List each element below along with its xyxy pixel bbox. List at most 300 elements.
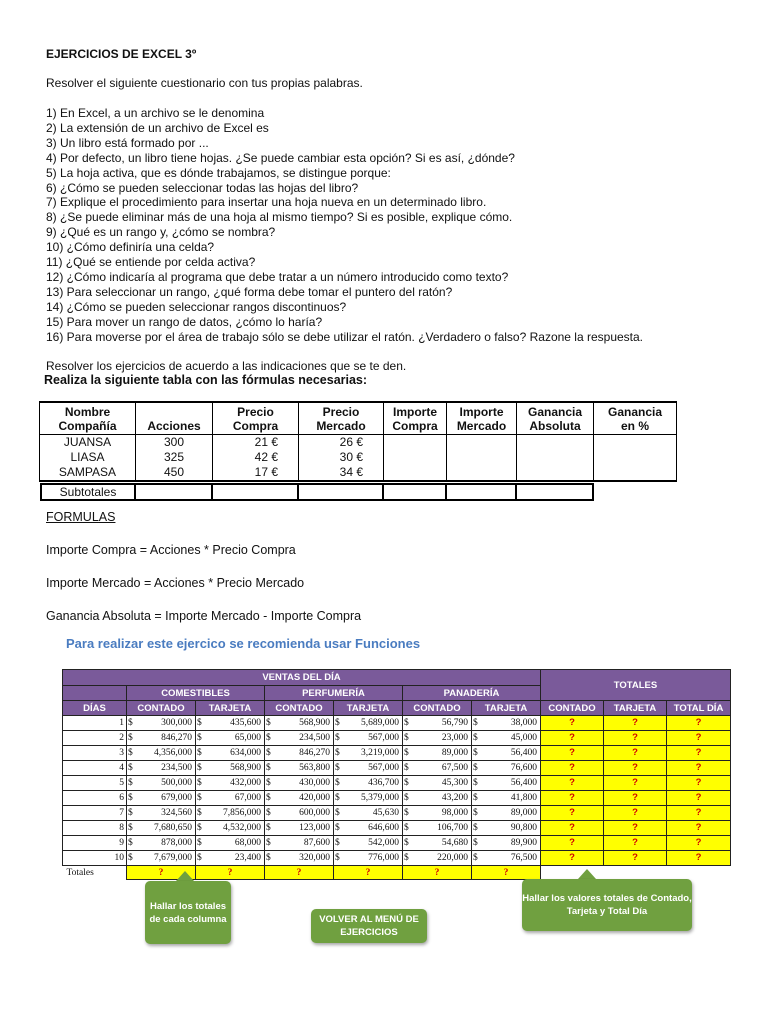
amount: 54,680 xyxy=(441,838,468,848)
sales-value-cell[interactable] xyxy=(196,716,265,731)
acciones-cell[interactable]: 325 xyxy=(136,450,213,465)
currency-symbol: $ xyxy=(404,778,409,788)
currency-symbol: $ xyxy=(266,748,271,758)
sales-value-cell[interactable] xyxy=(334,776,403,791)
currency-symbol: $ xyxy=(266,823,271,833)
sales-value-cell[interactable] xyxy=(196,851,265,866)
company-name[interactable]: LIASA xyxy=(40,450,136,465)
currency-symbol: $ xyxy=(404,763,409,773)
row-total-cell[interactable]: ? xyxy=(541,776,604,791)
precio-mercado-cell[interactable]: 30 € xyxy=(299,450,384,465)
day-number[interactable]: 4 xyxy=(63,761,127,776)
amount: 3,219,000 xyxy=(361,748,399,758)
tot-sub-header: TARJETA xyxy=(604,701,667,716)
sales-value-cell[interactable] xyxy=(265,776,334,791)
amount: 56,400 xyxy=(510,778,537,788)
header-line: Compañía xyxy=(58,418,117,433)
header-line: Precio xyxy=(322,404,360,419)
amount: 679,000 xyxy=(161,793,192,803)
question-item: 12) ¿Cómo indicaría al programa que debe tratar a un número introducido como texto? xyxy=(46,269,509,284)
subtotales-label: Subtotales xyxy=(41,484,135,500)
currency-symbol: $ xyxy=(128,808,133,818)
currency-symbol: $ xyxy=(128,718,133,728)
question-item: 5) La hoja activa, que es dónde trabajamos, se distingue porque: xyxy=(46,165,391,180)
header-line: Ganancia xyxy=(527,404,583,419)
amount: 87,600 xyxy=(303,838,330,848)
row-totals-callout: Hallar los valores totales de Contado, Tarjeta y Total Día xyxy=(522,879,692,931)
column-total-cell[interactable]: ? xyxy=(265,866,334,880)
empty-cell[interactable] xyxy=(517,450,594,465)
currency-symbol: $ xyxy=(335,838,340,848)
amount: 634,000 xyxy=(230,748,261,758)
sales-value-cell[interactable] xyxy=(196,761,265,776)
currency-symbol: $ xyxy=(266,778,271,788)
acciones-cell[interactable]: 300 xyxy=(136,435,213,451)
row-total-cell[interactable]: ? xyxy=(541,791,604,806)
currency-symbol: $ xyxy=(404,793,409,803)
sales-value-cell[interactable] xyxy=(472,806,541,821)
amount: 432,000 xyxy=(230,778,261,788)
row-total-cell[interactable]: ? xyxy=(604,731,667,746)
sales-value-cell[interactable] xyxy=(196,836,265,851)
amount: 7,680,650 xyxy=(154,823,192,833)
sales-value-cell[interactable] xyxy=(403,716,472,731)
table-row xyxy=(63,821,731,836)
question-item: 16) Para moverse por el área de trabajo sólo se debe utilizar el ratón. ¿Verdadero o falso? Razone la respuesta. xyxy=(46,329,644,344)
page-title: EJERCICIOS DE EXCEL 3º xyxy=(46,47,197,61)
row-total-cell[interactable]: ? xyxy=(667,746,731,761)
empty-cell xyxy=(667,866,731,880)
currency-symbol: $ xyxy=(335,733,340,743)
currency-symbol: $ xyxy=(404,808,409,818)
day-number[interactable]: 7 xyxy=(63,806,127,821)
empty-cell[interactable] xyxy=(594,465,677,481)
amount: 76,500 xyxy=(510,853,537,863)
sales-value-cell[interactable] xyxy=(403,821,472,836)
row-total-cell[interactable]: ? xyxy=(667,716,731,731)
row-total-cell[interactable]: ? xyxy=(541,716,604,731)
currency-symbol: $ xyxy=(197,718,202,728)
currency-symbol: $ xyxy=(473,838,478,848)
amount: 420,000 xyxy=(299,793,330,803)
amount: 300,000 xyxy=(161,718,192,728)
amount: 500,000 xyxy=(161,778,192,788)
row-total-cell[interactable]: ? xyxy=(667,851,731,866)
amount: 542,000 xyxy=(368,838,399,848)
amount: 430,000 xyxy=(299,778,330,788)
currency-symbol: $ xyxy=(473,793,478,803)
column-total-cell[interactable]: ? xyxy=(196,866,265,880)
amount: 123,000 xyxy=(299,823,330,833)
currency-symbol: $ xyxy=(266,838,271,848)
sales-value-cell[interactable] xyxy=(196,776,265,791)
formula-ganancia-absoluta: Ganancia Absoluta = Importe Mercado - Importe Compra xyxy=(46,609,362,623)
currency-symbol: $ xyxy=(266,733,271,743)
sales-value-cell[interactable] xyxy=(127,761,196,776)
table-row xyxy=(40,450,677,465)
tot-sub-header: CONTADO xyxy=(541,701,604,716)
amount: 68,000 xyxy=(234,838,261,848)
row-total-cell[interactable]: ? xyxy=(667,761,731,776)
currency-symbol: $ xyxy=(473,823,478,833)
col-totals-callout: Hallar los totales de cada columna xyxy=(145,881,231,944)
sales-value-cell[interactable] xyxy=(472,836,541,851)
sales-value-cell[interactable] xyxy=(403,851,472,866)
header-line: Compra xyxy=(232,418,279,433)
sub-header: TARJETA xyxy=(472,701,541,716)
sales-body xyxy=(63,716,731,866)
subtotal-cell[interactable] xyxy=(298,484,383,500)
currency-symbol: $ xyxy=(128,853,133,863)
question-item: 10) ¿Cómo definiría una celda? xyxy=(46,240,215,255)
subtotal-cell[interactable] xyxy=(383,484,446,500)
currency-symbol: $ xyxy=(128,748,133,758)
sales-value-cell[interactable] xyxy=(127,731,196,746)
header-ganancia-absoluta xyxy=(517,402,594,435)
amount: 563,800 xyxy=(299,763,330,773)
sales-value-cell[interactable] xyxy=(265,746,334,761)
day-number[interactable]: 9 xyxy=(63,836,127,851)
sales-value-cell[interactable] xyxy=(127,746,196,761)
group-panaderia: PANADERÍA xyxy=(403,686,541,701)
currency-symbol: $ xyxy=(266,793,271,803)
empty-header xyxy=(63,686,127,701)
precio-compra-cell[interactable]: 42 € xyxy=(213,450,299,465)
sales-value-cell[interactable] xyxy=(334,836,403,851)
sales-value-cell[interactable] xyxy=(472,731,541,746)
currency-symbol: $ xyxy=(128,763,133,773)
company-name[interactable]: JUANSA xyxy=(40,435,136,451)
row-total-cell[interactable]: ? xyxy=(604,836,667,851)
row-total-cell[interactable]: ? xyxy=(541,836,604,851)
sales-value-cell[interactable] xyxy=(196,731,265,746)
sales-value-cell[interactable] xyxy=(196,791,265,806)
sales-value-cell[interactable] xyxy=(472,851,541,866)
sales-value-cell[interactable] xyxy=(334,761,403,776)
question-item: 1) En Excel, a un archivo se le denomina xyxy=(46,106,265,120)
column-total-cell[interactable]: ? xyxy=(403,866,472,880)
currency-symbol: $ xyxy=(404,838,409,848)
subtotal-cell[interactable] xyxy=(212,484,298,500)
table-row xyxy=(40,465,677,481)
header-precio-compra xyxy=(213,402,299,435)
sales-value-cell[interactable] xyxy=(334,746,403,761)
subtotal-cell[interactable] xyxy=(516,484,593,500)
amount: 89,000 xyxy=(441,748,468,758)
precio-mercado-cell[interactable]: 26 € xyxy=(299,435,384,451)
amount: 41,800 xyxy=(510,793,537,803)
column-total-cell[interactable]: ? xyxy=(472,866,541,880)
amount: 7,856,000 xyxy=(223,808,261,818)
sales-value-cell[interactable] xyxy=(127,821,196,836)
amount: 600,000 xyxy=(299,808,330,818)
header-line: en % xyxy=(620,418,649,433)
subtotal-cell[interactable] xyxy=(135,484,212,500)
row-total-cell[interactable]: ? xyxy=(604,761,667,776)
empty-cell[interactable] xyxy=(384,465,447,481)
header-importe-compra xyxy=(384,402,447,435)
sales-value-cell[interactable] xyxy=(334,806,403,821)
sales-value-cell[interactable] xyxy=(472,821,541,836)
sales-value-cell[interactable] xyxy=(127,716,196,731)
empty-cell[interactable] xyxy=(517,465,594,481)
amount: 776,000 xyxy=(368,853,399,863)
empty-cell[interactable] xyxy=(447,450,517,465)
currency-symbol: $ xyxy=(404,733,409,743)
sales-value-cell[interactable] xyxy=(472,716,541,731)
amount: 220,000 xyxy=(437,853,468,863)
row-total-cell[interactable]: ? xyxy=(604,776,667,791)
sales-value-cell[interactable] xyxy=(334,716,403,731)
amount: 567,000 xyxy=(368,763,399,773)
sales-value-cell[interactable] xyxy=(472,746,541,761)
header-line: Precio xyxy=(237,404,274,419)
column-total-cell[interactable]: ? xyxy=(127,866,196,880)
functions-note: Para realizar este ejercico se recomienda usar Funciones xyxy=(66,636,421,651)
header-line: Importe xyxy=(459,404,504,419)
currency-symbol: $ xyxy=(473,853,478,863)
amount: 56,400 xyxy=(510,748,537,758)
amount: 7,679,000 xyxy=(154,853,192,863)
header-line: Nombre xyxy=(64,404,111,419)
acciones-cell[interactable]: 450 xyxy=(136,465,213,481)
sales-value-cell[interactable] xyxy=(265,806,334,821)
empty-cell[interactable] xyxy=(594,435,677,451)
question-item: 9) ¿Qué es un rango y, ¿cómo se nombra? xyxy=(46,225,276,240)
currency-symbol: $ xyxy=(473,808,478,818)
sales-value-cell[interactable] xyxy=(265,851,334,866)
currency-symbol: $ xyxy=(128,838,133,848)
empty-cell[interactable] xyxy=(517,435,594,451)
row-total-cell[interactable]: ? xyxy=(541,761,604,776)
sales-title-row xyxy=(63,670,731,686)
sales-value-cell[interactable] xyxy=(472,761,541,776)
amount: 65,000 xyxy=(234,733,261,743)
currency-symbol: $ xyxy=(335,763,340,773)
row-total-cell[interactable]: ? xyxy=(541,851,604,866)
header-ganancia-pct xyxy=(594,402,677,435)
row-total-cell[interactable]: ? xyxy=(604,791,667,806)
table-row xyxy=(63,746,731,761)
day-number[interactable]: 5 xyxy=(63,776,127,791)
sub-header: CONTADO xyxy=(403,701,472,716)
empty-cell[interactable] xyxy=(447,435,517,451)
sales-value-cell[interactable] xyxy=(403,731,472,746)
row-total-cell[interactable]: ? xyxy=(667,806,731,821)
empty-cell[interactable] xyxy=(447,465,517,481)
column-total-cell[interactable]: ? xyxy=(334,866,403,880)
precio-mercado-cell[interactable]: 34 € xyxy=(299,465,384,481)
amount: 568,900 xyxy=(299,718,330,728)
table-instruction: Realiza la siguiente tabla con las fórmulas necesarias: xyxy=(44,373,368,387)
row-total-cell[interactable]: ? xyxy=(604,806,667,821)
currency-symbol: $ xyxy=(128,793,133,803)
question-item: 11) ¿Qué se entiende por celda activa? xyxy=(46,255,256,270)
row-total-cell[interactable]: ? xyxy=(667,731,731,746)
day-number[interactable]: 8 xyxy=(63,821,127,836)
amount: 23,000 xyxy=(441,733,468,743)
amount: 67,500 xyxy=(441,763,468,773)
row-total-cell[interactable]: ? xyxy=(541,806,604,821)
group-perfumeria: PERFUMERÍA xyxy=(265,686,403,701)
sales-value-cell[interactable] xyxy=(472,776,541,791)
currency-symbol: $ xyxy=(197,748,202,758)
day-number[interactable]: 2 xyxy=(63,731,127,746)
amount: 567,000 xyxy=(368,733,399,743)
currency-symbol: $ xyxy=(128,733,133,743)
dias-header: DÍAS xyxy=(63,701,127,716)
amount: 106,700 xyxy=(437,823,468,833)
sales-value-cell[interactable] xyxy=(127,776,196,791)
sales-value-cell[interactable] xyxy=(403,776,472,791)
currency-symbol: $ xyxy=(473,718,478,728)
sales-value-cell[interactable] xyxy=(127,791,196,806)
sales-value-cell[interactable] xyxy=(196,746,265,761)
empty-cell xyxy=(604,866,667,880)
sales-value-cell[interactable] xyxy=(127,806,196,821)
totales-row xyxy=(63,866,731,880)
empty-cell[interactable] xyxy=(384,435,447,451)
amount: 234,500 xyxy=(161,763,192,773)
table-row xyxy=(63,836,731,851)
amount: 234,500 xyxy=(299,733,330,743)
row-total-cell[interactable]: ? xyxy=(604,821,667,836)
sales-value-cell[interactable] xyxy=(127,851,196,866)
row-total-cell[interactable]: ? xyxy=(604,851,667,866)
currency-symbol: $ xyxy=(473,763,478,773)
header-acciones xyxy=(136,402,213,435)
header-line: Absoluta xyxy=(529,418,581,433)
amount: 76,600 xyxy=(510,763,537,773)
header-line: Acciones xyxy=(147,418,201,433)
sub-header: TARJETA xyxy=(196,701,265,716)
amount: 5,379,000 xyxy=(361,793,399,803)
sales-value-cell[interactable] xyxy=(265,836,334,851)
company-name[interactable]: SAMPASA xyxy=(40,465,136,481)
currency-symbol: $ xyxy=(404,748,409,758)
amount: 38,000 xyxy=(510,718,537,728)
header-line: Mercado xyxy=(316,418,366,433)
currency-symbol: $ xyxy=(473,748,478,758)
sales-value-cell[interactable] xyxy=(334,851,403,866)
tot-sub-header: TOTAL DÍA xyxy=(667,701,731,716)
sales-value-cell[interactable] xyxy=(334,821,403,836)
row-total-cell[interactable]: ? xyxy=(541,746,604,761)
totales-label: Totales xyxy=(66,867,94,878)
amount: 23,400 xyxy=(234,853,261,863)
formula-importe-compra: Importe Compra = Acciones * Precio Compra xyxy=(46,543,296,557)
day-number[interactable]: 3 xyxy=(63,746,127,761)
formulas-heading: FORMULAS xyxy=(46,510,116,524)
sub-header: CONTADO xyxy=(265,701,334,716)
currency-symbol: $ xyxy=(473,733,478,743)
intro-text: Resolver el siguiente cuestionario con tus propias palabras. xyxy=(46,76,363,90)
row-total-cell[interactable]: ? xyxy=(667,791,731,806)
row-total-cell[interactable]: ? xyxy=(604,746,667,761)
sales-value-cell[interactable] xyxy=(403,746,472,761)
stock-table xyxy=(39,401,677,482)
resolve-instruction: Resolver los ejercicios de acuerdo a las indicaciones que se te den. xyxy=(46,359,407,373)
sales-value-cell[interactable] xyxy=(127,836,196,851)
row-total-cell[interactable]: ? xyxy=(667,776,731,791)
amount: 43,200 xyxy=(441,793,468,803)
sales-value-cell[interactable] xyxy=(403,836,472,851)
currency-symbol: $ xyxy=(335,808,340,818)
sales-value-cell[interactable] xyxy=(403,791,472,806)
amount: 67,000 xyxy=(234,793,261,803)
amount: 56,790 xyxy=(441,718,468,728)
currency-symbol: $ xyxy=(335,853,340,863)
sales-value-cell[interactable] xyxy=(196,821,265,836)
sub-header: TARJETA xyxy=(334,701,403,716)
amount: 89,000 xyxy=(510,808,537,818)
amount: 435,600 xyxy=(230,718,261,728)
row-total-cell[interactable]: ? xyxy=(541,821,604,836)
amount: 436,700 xyxy=(368,778,399,788)
currency-symbol: $ xyxy=(404,718,409,728)
table-row xyxy=(63,791,731,806)
sales-value-cell[interactable] xyxy=(334,731,403,746)
table-row xyxy=(63,806,731,821)
currency-symbol: $ xyxy=(197,733,202,743)
sales-value-cell[interactable] xyxy=(265,791,334,806)
sales-value-cell[interactable] xyxy=(403,806,472,821)
sales-value-cell[interactable] xyxy=(403,761,472,776)
precio-compra-cell[interactable]: 21 € xyxy=(213,435,299,451)
amount: 320,000 xyxy=(299,853,330,863)
amount: 846,270 xyxy=(161,733,192,743)
callout-pointer xyxy=(578,869,596,879)
currency-symbol: $ xyxy=(197,853,202,863)
row-total-cell[interactable]: ? xyxy=(604,716,667,731)
subtotal-cell[interactable] xyxy=(446,484,516,500)
day-number[interactable]: 10 xyxy=(63,851,127,866)
table-row xyxy=(63,761,731,776)
amount: 846,270 xyxy=(299,748,330,758)
sales-value-cell[interactable] xyxy=(265,731,334,746)
volver-menu-button[interactable]: VOLVER AL MENÚ DE EJERCICIOS xyxy=(311,909,427,943)
sales-value-cell[interactable] xyxy=(265,761,334,776)
day-number[interactable]: 1 xyxy=(63,716,127,731)
sales-sub-row xyxy=(63,701,731,716)
currency-symbol: $ xyxy=(197,778,202,788)
question-item: 4) Por defecto, un libro tiene hojas. ¿Se puede cambiar esta opción? Si es así, ¿dónde? xyxy=(46,150,515,165)
row-total-cell[interactable]: ? xyxy=(541,731,604,746)
amount: 646,600 xyxy=(368,823,399,833)
header-precio-mercado xyxy=(299,402,384,435)
precio-compra-cell[interactable]: 17 € xyxy=(213,465,299,481)
question-item: 13) Para seleccionar un rango, ¿qué forma debe tomar el puntero del ratón? xyxy=(46,284,453,299)
table-row xyxy=(63,716,731,731)
header-line: Ganancia xyxy=(607,404,663,419)
sales-value-cell[interactable] xyxy=(265,716,334,731)
empty-cell[interactable] xyxy=(384,450,447,465)
currency-symbol: $ xyxy=(197,808,202,818)
amount: 90,800 xyxy=(510,823,537,833)
currency-symbol: $ xyxy=(197,793,202,803)
sales-value-cell[interactable] xyxy=(472,791,541,806)
row-total-cell[interactable]: ? xyxy=(667,836,731,851)
row-total-cell[interactable]: ? xyxy=(667,821,731,836)
sales-value-cell[interactable] xyxy=(196,806,265,821)
day-number[interactable]: 6 xyxy=(63,791,127,806)
sales-value-cell[interactable] xyxy=(265,821,334,836)
question-item: 14) ¿Cómo se pueden seleccionar rangos discontinuos? xyxy=(46,299,347,314)
empty-cell[interactable] xyxy=(594,450,677,465)
header-line: Importe xyxy=(392,404,437,419)
amount: 45,000 xyxy=(510,733,537,743)
sales-value-cell[interactable] xyxy=(334,791,403,806)
